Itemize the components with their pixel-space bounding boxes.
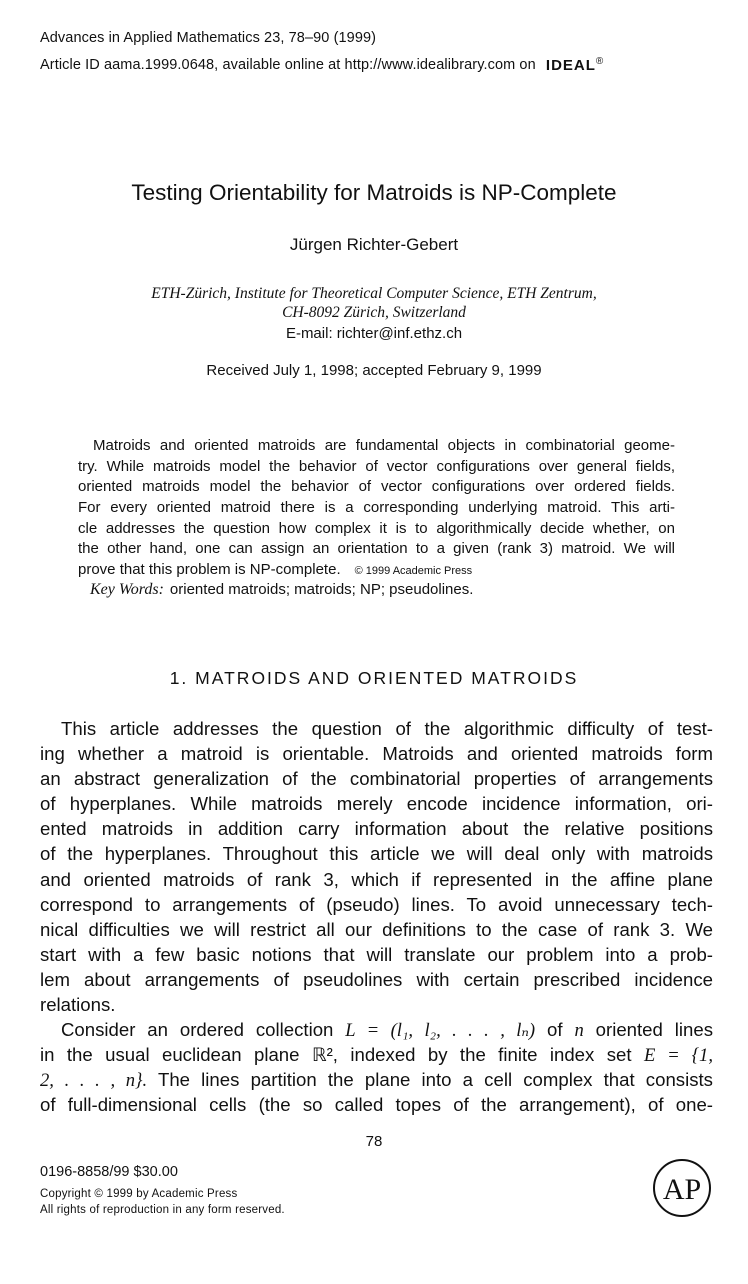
abstract-line: oriented matroids model the behavior of vector configurations over ordered fields. — [78, 478, 675, 496]
body-line: start with a few basic notions that will translate our problem into a prob- — [40, 943, 713, 965]
math-index-set-end: 2, . . . , n}. — [40, 1070, 148, 1092]
body-line: of the hyperplanes. Throughout this article we will deal only with matroids — [40, 843, 713, 865]
math-n: n — [574, 1020, 584, 1042]
body-line: correspond to arrangements of (pseudo) lines. To avoid unnecessary tech- — [40, 893, 713, 915]
ideal-logo: IDEAL® — [545, 56, 604, 74]
math-index-set: E = {1, — [643, 1045, 713, 1067]
keywords-list: oriented matroids; matroids; NP; pseudolines. — [169, 581, 474, 598]
body-line-math: 2, . . . , n}. The lines partition the plane into a cell complex that consists — [40, 1069, 713, 1092]
academic-press-logo-icon — [652, 1158, 712, 1218]
body-line: of full-dimensional cells (the so called topes of the arrangement), of one- — [40, 1094, 713, 1116]
abstract-copyright: © 1999 Academic Press — [354, 565, 473, 578]
journal-citation: Advances in Applied Mathematics 23, 78–90 (1999) — [40, 30, 377, 46]
body-line: and oriented matroids of rank 3, which if represented in the affine plane — [40, 868, 713, 890]
abstract-line: cle addresses the question how complex it is to algorithmically decide whether, on — [78, 519, 675, 537]
abstract-line: Matroids and oriented matroids are fundamental objects in combinatorial geome- — [93, 437, 675, 454]
paper-title: Testing Orientability for Matroids is NP-Complete — [131, 180, 617, 205]
article-id-line — [40, 55, 603, 73]
affiliation-line-1: ETH-Zürich, Institute for Theoretical Computer Science, ETH Zentrum, — [151, 285, 597, 302]
article-id: Article ID aama.1999.0648, available online at http://www.idealibrary.com on — [40, 57, 536, 73]
section-heading: 1. MATROIDS AND ORIENTED MATROIDS — [169, 668, 579, 688]
received-dates: Received July 1, 1998; accepted February 9, 1999 — [206, 362, 542, 379]
abstract — [78, 436, 675, 581]
keywords-label: Key Words: — [90, 581, 164, 598]
footer-rights: All rights of reproduction in any form reserved. — [40, 1204, 285, 1216]
body-line: relations. — [40, 994, 116, 1016]
abstract-last-line: prove that this problem is NP-complete. © 1999 Academic Press — [78, 561, 473, 579]
body-line: lem about arrangements of pseudolines with certain prescribed incidence — [40, 968, 713, 990]
publisher-logo-text: AP — [662, 1173, 702, 1206]
body-line: an abstract generalization of the combinatorial properties of arrangements — [40, 768, 713, 790]
abstract-line: try. While matroids model the behavior of vector configurations over general fields, — [78, 457, 675, 475]
registered-mark: ® — [595, 56, 604, 67]
body-line: of hyperplanes. While matroids merely encode incidence information, ori- — [40, 793, 713, 815]
body-line: nical difficulties we will restrict all our definitions to the case of rank 3. We — [40, 918, 713, 940]
body-line-math: Consider an ordered collection L = (l₁, l₂, . . . , lₙ) of n oriented lines — [61, 1019, 713, 1042]
body-line: This article addresses the question of the algorithmic difficulty of test- — [61, 718, 713, 739]
author-name: Jürgen Richter-Gebert — [289, 235, 459, 254]
keywords — [90, 581, 473, 599]
body-line-math: in the usual euclidean plane ℝ², indexed by the finite index set E = {1, — [40, 1044, 713, 1067]
issn-price: 0196-8858/99 $30.00 — [40, 1164, 178, 1180]
abstract-line: For every oriented matroid there is a corresponding underlying matroid. This arti- — [78, 499, 675, 517]
body-line: ented matroids in addition carry information about the relative positions — [40, 818, 713, 840]
abstract-line: the other hand, one can assign an orientation to a given (rank 3) matroid. We will — [78, 540, 675, 558]
math-collection: L = (l₁, l₂, . . . , lₙ) — [345, 1020, 536, 1042]
affiliation-line-2: CH-8092 Zürich, Switzerland — [282, 304, 466, 321]
author-email: E-mail: richter@inf.ethz.ch — [285, 325, 463, 342]
body-line: ing whether a matroid is orientable. Matroids and oriented matroids form — [40, 743, 713, 765]
body-text — [40, 716, 713, 1118]
footer-copyright: Copyright © 1999 by Academic Press — [40, 1188, 238, 1200]
page-number: 78 — [365, 1133, 383, 1150]
